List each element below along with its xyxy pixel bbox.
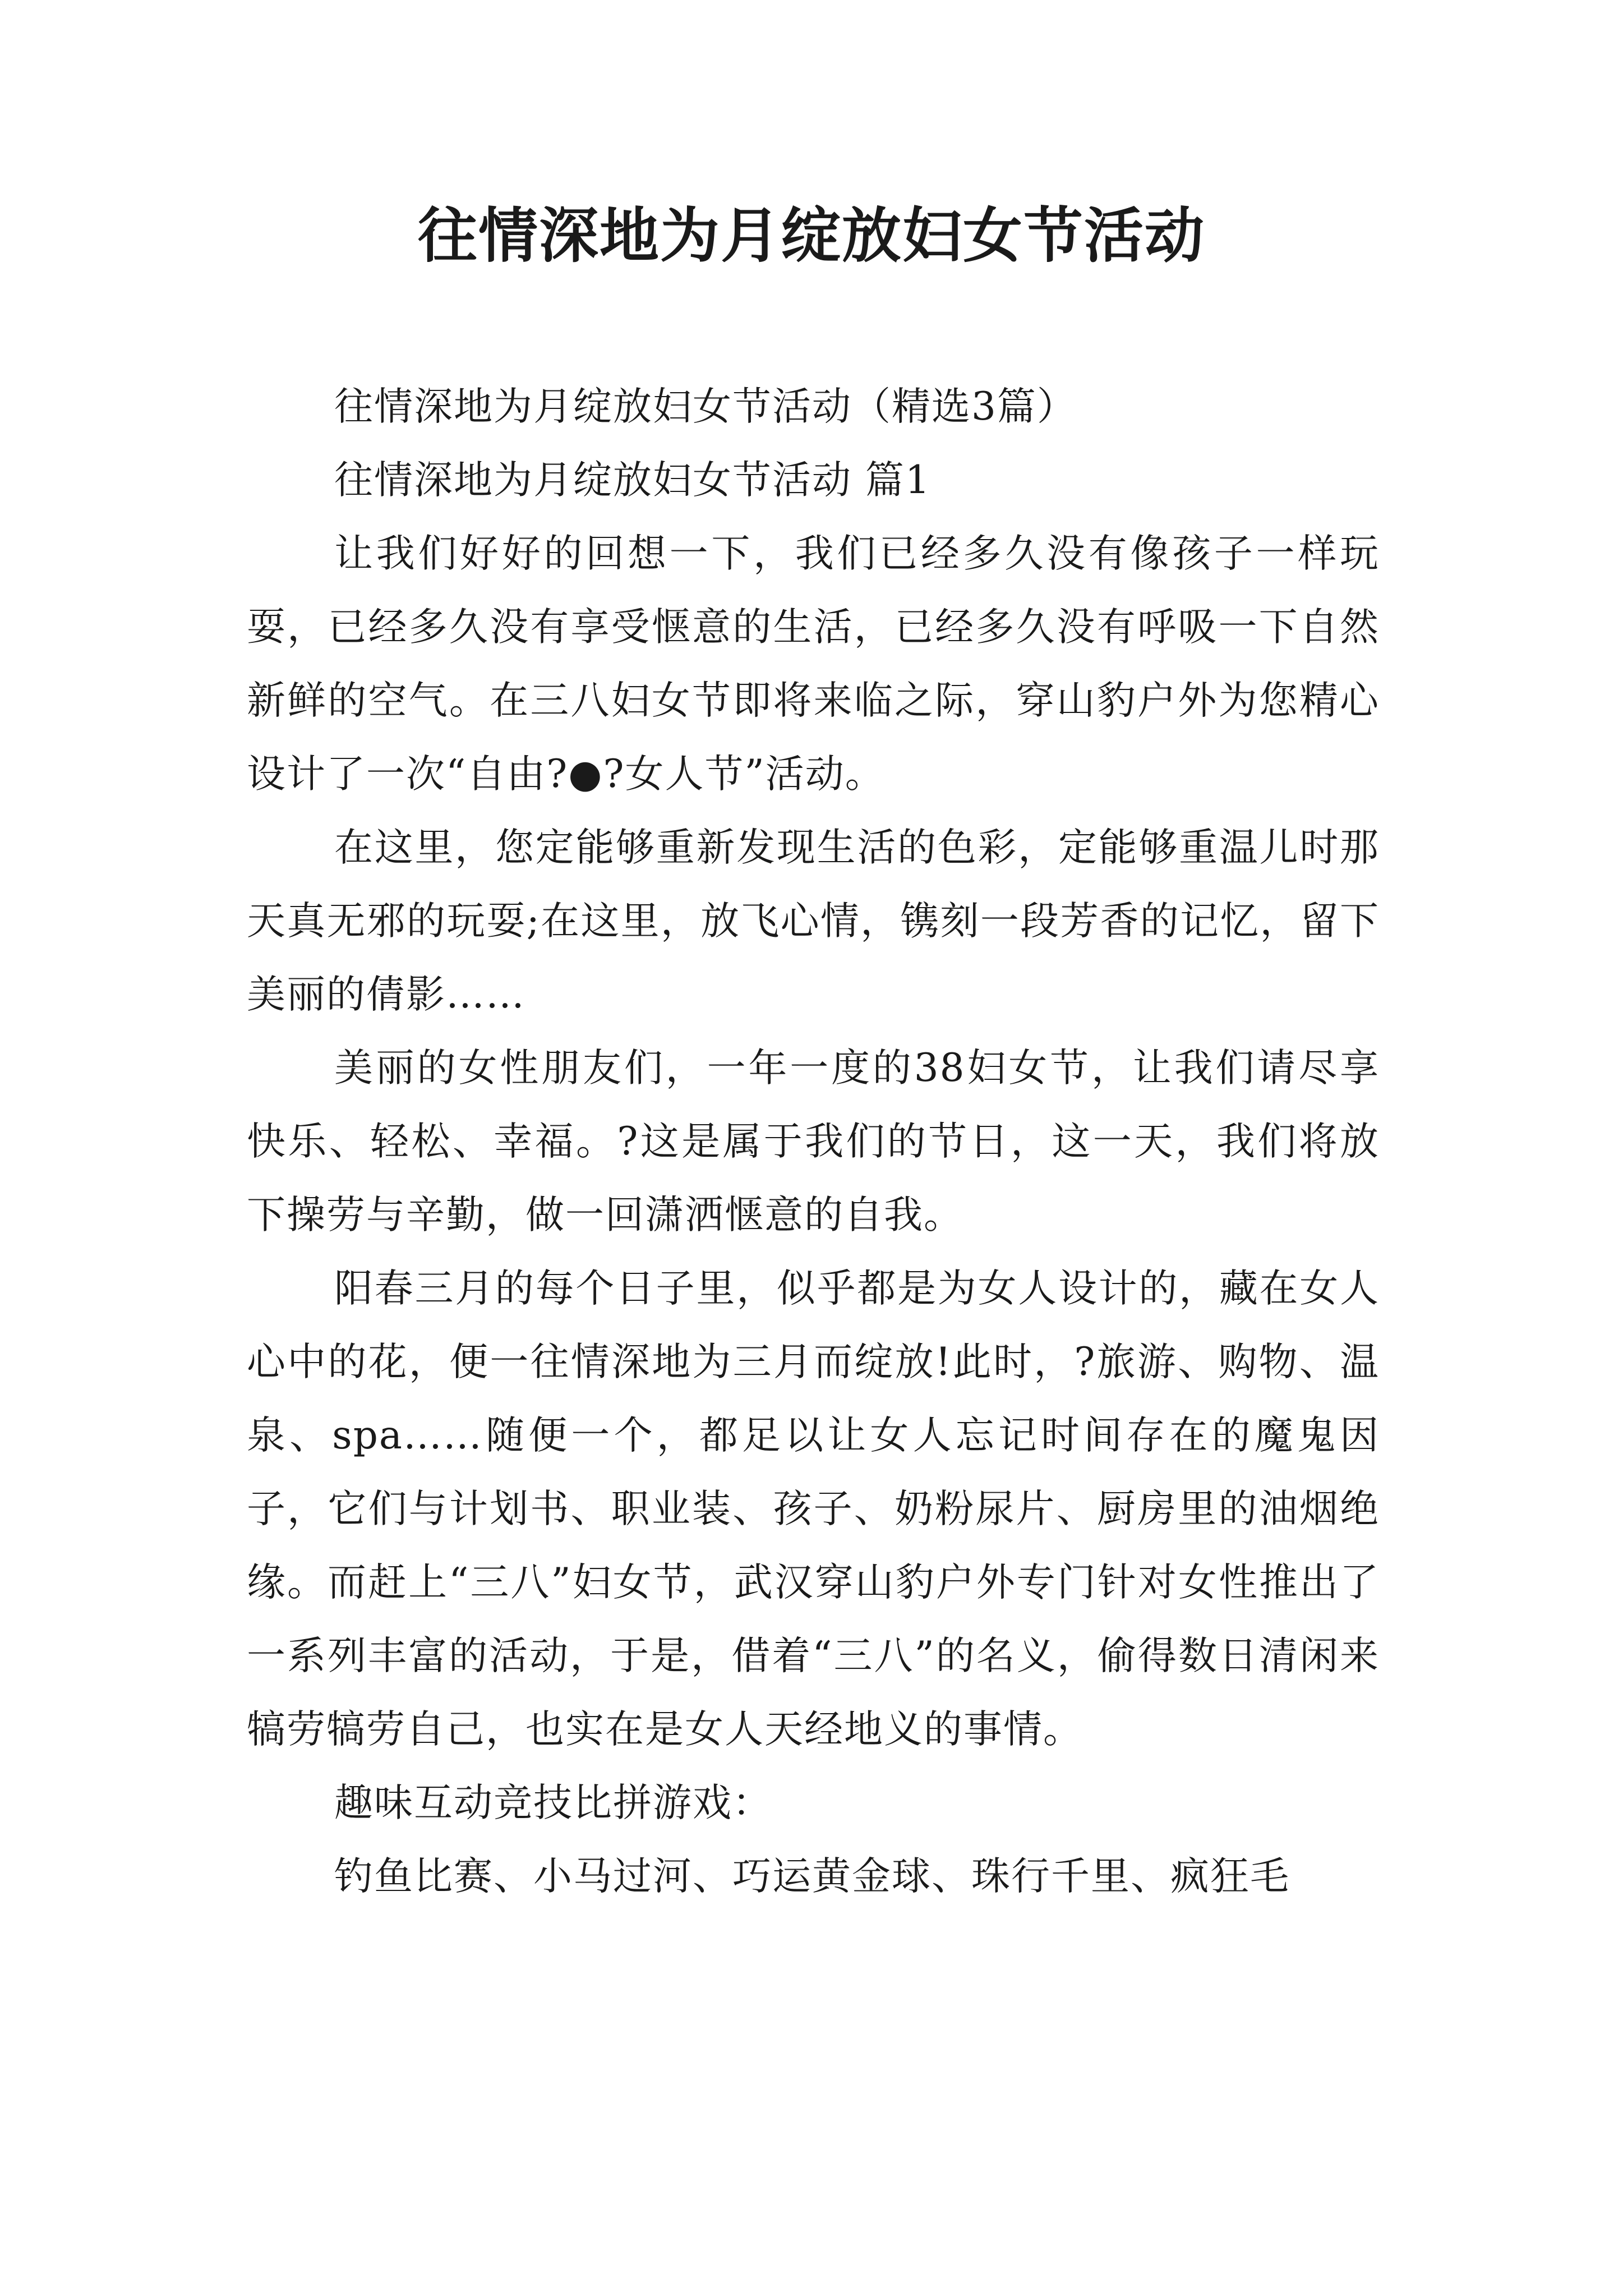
paragraph-collection-title: 往情深地为月绽放妇女节活动（精选3篇）: [334, 384, 1077, 429]
paragraph-march: 阳春三月的每个日子里，似乎都是为女人设计的，藏在女人心中的花，便一往情深地为三月而绽放!此时，?旅游、购物、温泉、spa……随便一个，都足以让女人忘记时间存在的魔鬼因子，它们与计划书、职业装、孩子、奶粉尿片、厨房里的油烟绝缘。而赶上“三八”妇女节，武汉穿山豹户外专门针对女性推出了一系列丰富的活动，于是，借着“三八”的名义，偷得数日清闲来犒劳犒劳自己，也实在是女人天经地义的事情。: [247, 1266, 1380, 1752]
paragraph-games-list: 钓鱼比赛、小马过河、巧运黄金球、珠行千里、疯狂毛: [334, 1854, 1290, 1899]
paragraph-section-heading: 往情深地为月绽放妇女节活动 篇1: [334, 458, 931, 503]
paragraph-friends: 美丽的女性朋友们，一年一度的38妇女节，让我们请尽享快乐、轻松、幸福。?这是属于我们的节日，这一天，我们将放下操劳与辛勤，做一回潇洒惬意的自我。: [247, 1046, 1380, 1237]
paragraph-here: 在这里，您定能够重新发现生活的色彩，定能够重温儿时那天真无邪的玩耍;在这里，放飞心情，镌刻一段芳香的记忆，留下美丽的倩影……: [247, 825, 1380, 1017]
paragraph-games-heading: 趣味互动竞技比拼游戏：: [334, 1780, 772, 1825]
document-body: [247, 370, 1380, 1913]
paragraph-intro: 让我们好好的回想一下，我们已经多久没有像孩子一样玩耍，已经多久没有享受惬意的生活，已经多久没有呼吸一下自然新鲜的空气。在三八妇女节即将来临之际，穿山豹户外为您精心设计了一次“自由?●?女人节”活动。: [247, 531, 1380, 797]
document-title: 往情深地为月绽放妇女节活动: [418, 200, 1205, 270]
